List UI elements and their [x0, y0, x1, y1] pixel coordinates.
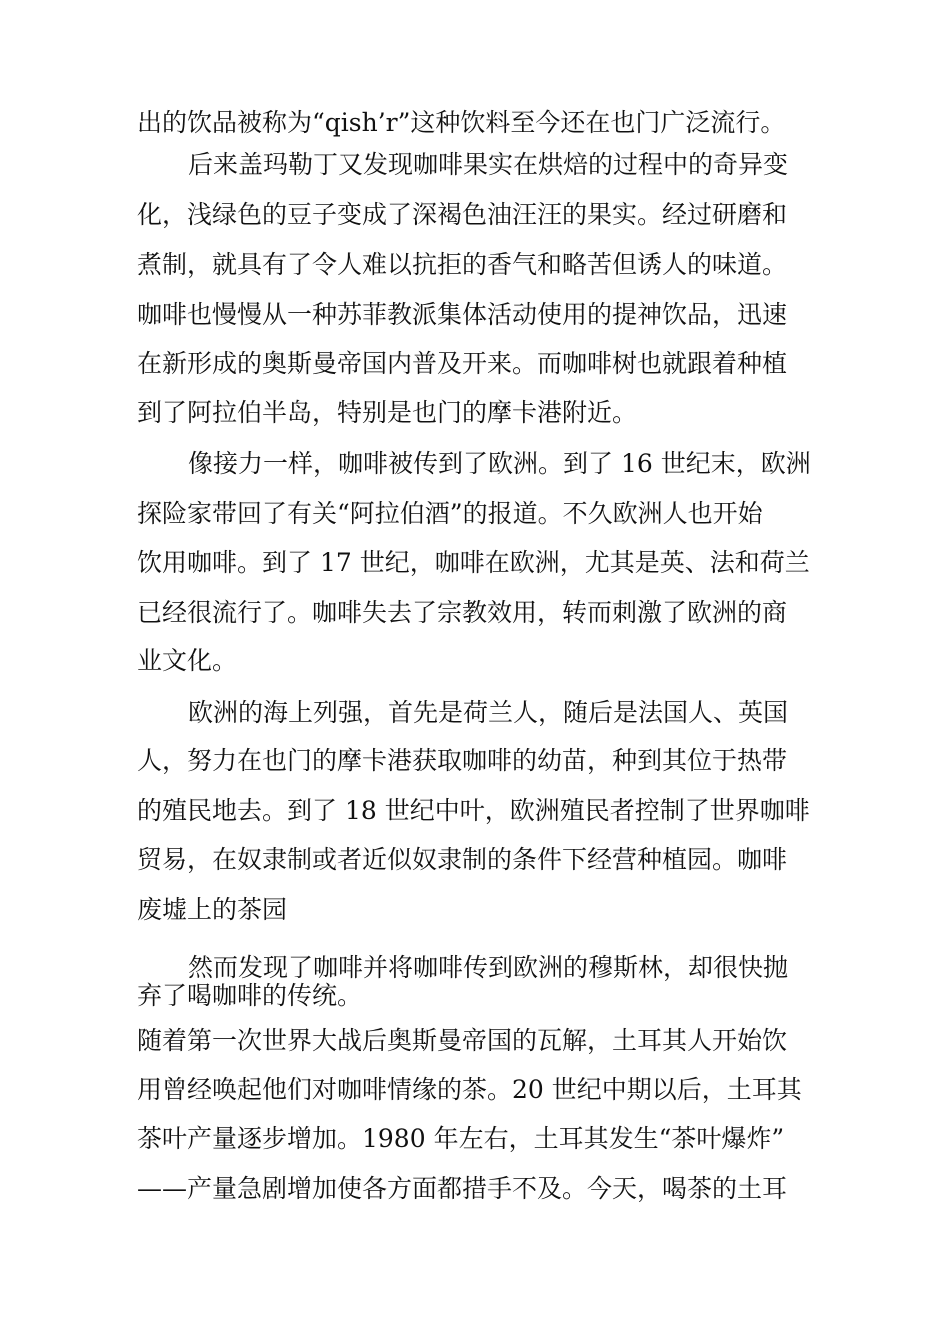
text-line: 然而发现了咖啡并将咖啡传到欧洲的穆斯林，却很快抛 — [188, 953, 789, 982]
text-line: ——产量急剧增加使各方面都措手不及。今天，喝茶的土耳 — [137, 1174, 788, 1203]
text-line: 化，浅绿色的豆子变成了深褐色油汪汪的果实。经过研磨和 — [137, 200, 788, 229]
text-line: 在新形成的奥斯曼帝国内普及开来。而咖啡树也就跟着种植 — [137, 349, 788, 378]
text-line: 弃了喝咖啡的传统。 — [137, 981, 363, 1010]
text-line: 煮制，就具有了令人难以抗拒的香气和略苦但诱人的味道。 — [137, 250, 788, 279]
text-line: 像接力一样，咖啡被传到了欧洲。到了 16 世纪末，欧洲 — [188, 449, 811, 478]
text-line: 贸易，在奴隶制或者近似奴隶制的条件下经营种植园。咖啡 — [137, 845, 788, 874]
text-line: 已经很流行了。咖啡失去了宗教效用，转而刺激了欧洲的商 — [137, 598, 788, 627]
text-line: 出的饮品被称为“qish’r”这种饮料至今还在也门广泛流行。 — [137, 108, 786, 137]
text-line: 随着第一次世界大战后奥斯曼帝国的瓦解，土耳其人开始饮 — [137, 1026, 788, 1055]
section-heading: 废墟上的茶园 — [137, 895, 288, 924]
text-line: 欧洲的海上列强，首先是荷兰人，随后是法国人、英国 — [188, 698, 789, 727]
text-line: 探险家带回了有关“阿拉伯酒”的报道。不久欧洲人也开始 — [137, 499, 763, 528]
text-line: 到了阿拉伯半岛，特别是也门的摩卡港附近。 — [137, 398, 638, 427]
text-line: 茶叶产量逐步增加。1980 年左右，土耳其发生“茶叶爆炸” — [137, 1124, 785, 1153]
text-line: 后来盖玛勒丁又发现咖啡果实在烘焙的过程中的奇异变 — [188, 150, 789, 179]
text-line: 业文化。 — [137, 646, 238, 675]
text-line: 人，努力在也门的摩卡港获取咖啡的幼苗，种到其位于热带 — [137, 746, 788, 775]
text-line: 咖啡也慢慢从一种苏菲教派集体活动使用的提神饮品，迅速 — [137, 300, 788, 329]
text-line: 饮用咖啡。到了 17 世纪，咖啡在欧洲，尤其是英、法和荷兰 — [137, 548, 810, 577]
text-line: 用曾经唤起他们对咖啡情缘的茶。20 世纪中期以后，土耳其 — [137, 1075, 802, 1104]
text-line: 的殖民地去。到了 18 世纪中叶，欧洲殖民者控制了世界咖啡 — [137, 796, 810, 825]
